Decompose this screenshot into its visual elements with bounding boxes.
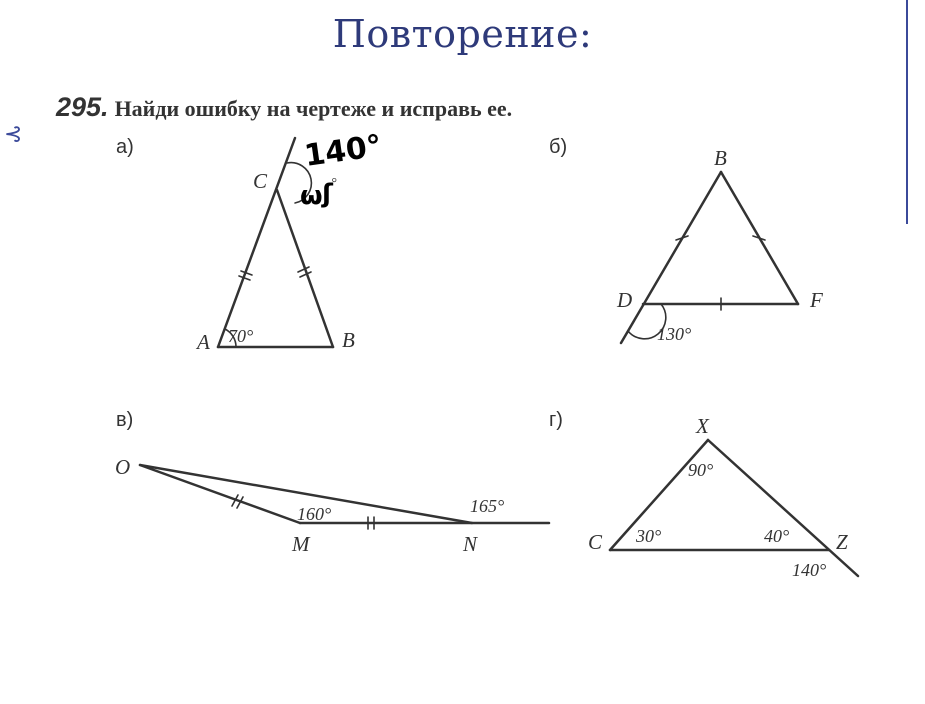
vertex-label-x: X <box>696 414 709 438</box>
vertex-label-m: M <box>292 532 310 556</box>
slide-marker-icon: ⊰ <box>4 122 23 147</box>
handwritten-140: 140° <box>302 128 384 174</box>
figure-b-triangle <box>621 172 798 343</box>
vertex-label-b2: B <box>714 146 727 170</box>
side-om <box>140 465 300 523</box>
exercise-text: Найди ошибку на чертеже и исправь ее. <box>114 96 513 121</box>
angle-m-value: 160° <box>297 504 332 524</box>
angle-z-exterior-value: 140° <box>792 560 827 580</box>
angle-a-value: 70° <box>228 326 254 346</box>
vertex-label-d: D <box>617 288 633 312</box>
slide-title: Повторение: <box>332 12 593 56</box>
angle-n-value: 165° <box>470 496 505 516</box>
vertex-label-z: Z <box>836 530 848 554</box>
part-label-c: в) <box>116 409 134 431</box>
side-xz-extended <box>708 440 858 576</box>
handwritten-annotation <box>300 128 384 211</box>
vertex-label-c2: C <box>588 530 603 554</box>
angle-d-value: 130° <box>657 324 692 344</box>
part-label-a: а) <box>116 136 134 158</box>
part-label-d: г) <box>549 409 563 431</box>
vertex-label-o: O <box>115 455 131 479</box>
side-db-extended <box>621 172 721 343</box>
part-label-b: б) <box>549 136 568 158</box>
angle-x-value: 90° <box>688 460 714 480</box>
angle-z-value: 40° <box>764 526 790 546</box>
handwritten-mark-2: ʃ <box>322 179 333 209</box>
vertex-label-a: A <box>197 330 210 354</box>
vertex-label-c: C <box>253 169 268 193</box>
figure-d-triangle <box>610 440 858 576</box>
vertex-label-b: B <box>342 328 355 352</box>
angle-c-value: ° <box>331 176 337 191</box>
vertex-label-n: N <box>463 532 478 556</box>
vertex-label-f: F <box>810 288 823 312</box>
tick-marks-b <box>676 236 765 310</box>
exercise-number: 295. <box>56 92 109 122</box>
angle-c2-value: 30° <box>636 526 662 546</box>
handwritten-mark-1: ω <box>300 181 323 211</box>
tick-marks-a <box>239 267 311 280</box>
